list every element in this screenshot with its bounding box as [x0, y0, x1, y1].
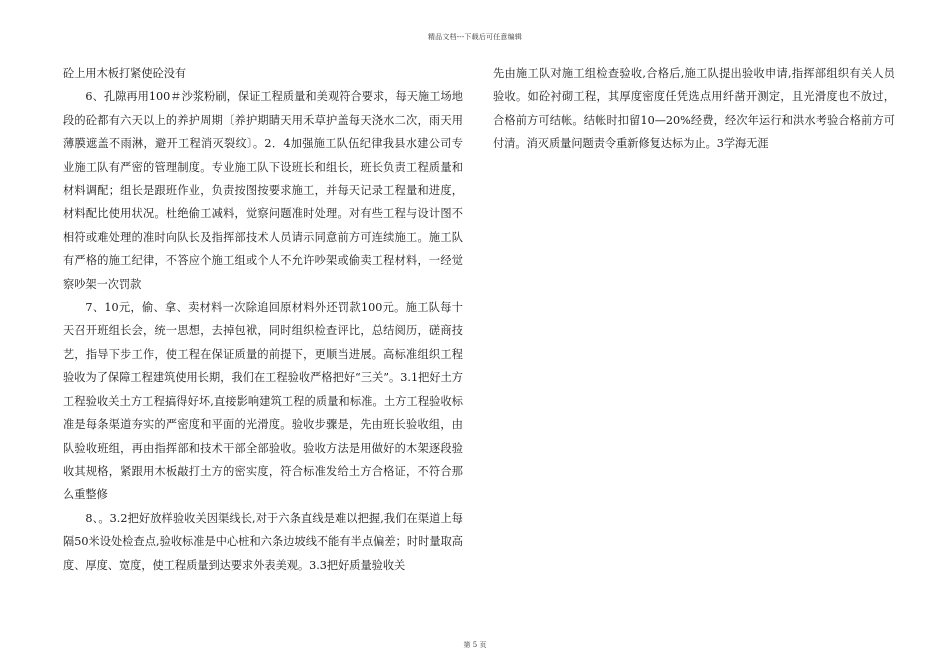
- paragraph: 7、10元，偷、拿、卖材料一次除追回原材料外还罚款100元。施工队每十天召开班组长会，统一思想，去掉包袱，同时组织检查评比，总结阅历，磋商技艺，指导下步工作，使工程在保证质量的前提下，更顺当进展。高标准组织工程验收为了保障工程建筑使用长期，我们在工程验收严格把好“三关”。3.1把好土方工程验收关土方工程搞得好坏,直接影响建筑工程的质量和标准。土方工程验收标准是每条渠道夯实的严密度和平面的光滑度。验收步骤是，先由班长验收组，由队验收班组，再由指挥部和技术干部全部验收。验收方法是用做好的木架逐段验收其规格，紧跟用木板敲打土方的密实度，符合标准发给土方合格证，不符合那么重整修: [63, 301, 463, 502]
- right-column: [493, 62, 895, 156]
- paragraph: 先由施工队对施工组检查验收,合格后,施工队提出验收申请,指挥部组织有关人员验收。如砼衬砌工程，其厚度密度任凭选点用纤凿开测定，且光滑度也不放过，合格前方可结帐。结帐时扣留10—20%经费，经次年运行和洪水考验合格前方可付清。消灭质量问题责令重新修复达标为止。3学海无涯: [493, 67, 895, 151]
- paragraph: 6、孔隙再用100＃沙浆粉刷，保证工程质量和美观符合要求，每天施工场地段的砼都有六天以上的养护周期〔养护期睛天用禾草护盖每天浇水二次，雨天用薄膜遮盖不雨淋，避开工程消灭裂纹〕。2．4加强施工队伍纪律我县水建公司专业施工队有严密的管理制度。专业施工队下设班长和组长，班长负责工程质量和材料调配；组长是跟班作业，负责按图按要求施工，并每天记录工程量和进度，材料配比使用状况。杜绝偷工减料，觉察问题准时处理。对有些工程与设计图不相符或难处理的准时向队长及指挥部技术人员请示同意前方可连续施工。施工队有严格的施工纪律，不答应个施工组或个人不允许吵架或偷卖工程材料，一经觉察吵架一次罚款: [63, 90, 463, 291]
- left-column: [63, 62, 463, 577]
- paragraph: 砼上用木板打紧使砼没有: [63, 67, 187, 80]
- page-header: 精品文档---下载后可任意编辑: [427, 33, 523, 41]
- page-number: 第 5 页: [463, 641, 487, 649]
- paragraph: 8、。3.2把好放样验收关因渠线长,对于六条直线是难以把握,我们在渠道上每隔50米设处检查点,验收标准是中心桩和六条边坡线不能有半点偏差；时时量取高度、厚度、宽度，使工程质量到达要求外表美观。3.3把好质量验收关: [63, 511, 463, 572]
